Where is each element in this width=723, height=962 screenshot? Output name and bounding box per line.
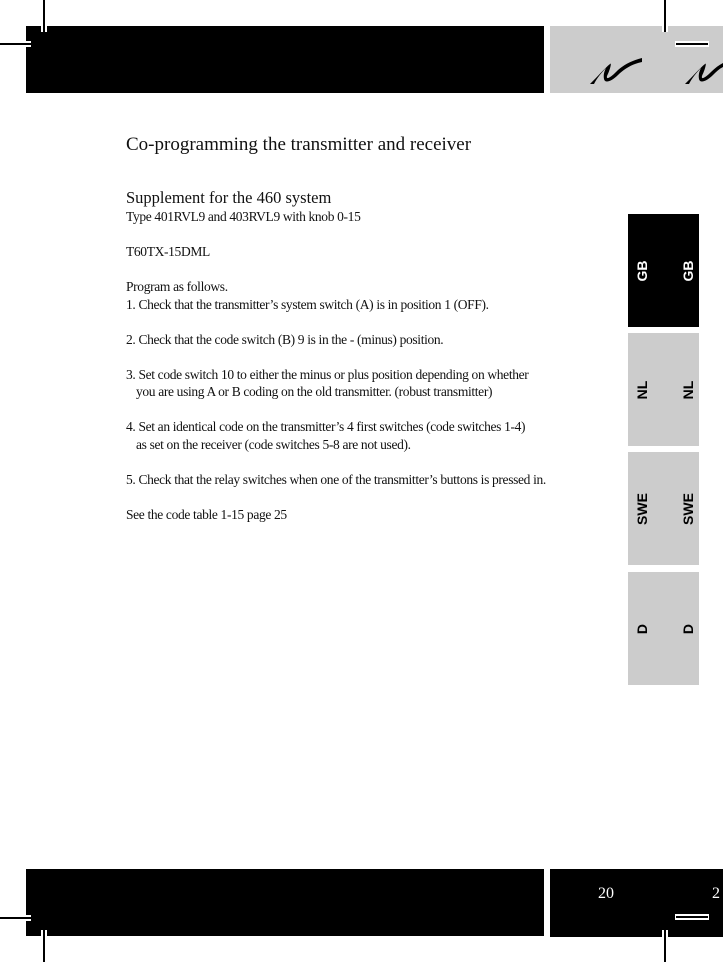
crop-mark: [43, 930, 45, 962]
step-4-continuation: as set on the receiver (code switches 5-8 are not used).: [136, 436, 411, 452]
language-tab-d[interactable]: [628, 572, 699, 685]
crop-mark: [664, 930, 666, 962]
document-body: [126, 134, 606, 523]
page-number-partial: 2: [712, 885, 720, 902]
tab-label: NL: [680, 380, 696, 399]
language-tab-gb[interactable]: [628, 214, 699, 327]
crop-mark: [26, 43, 31, 45]
step-2: 2. Check that the code switch (B) 9 is in the - (minus) position.: [126, 331, 444, 347]
tab-label: NL: [634, 380, 650, 399]
page-title: Co-programming the transmitter and receiver: [126, 134, 472, 155]
step-1: 1. Check that the transmitter’s system switch (A) is in position 1 (OFF).: [126, 296, 489, 312]
crop-mark: [43, 0, 45, 28]
step-3: 3. Set code switch 10 to either the minus or plus position depending on whether: [126, 366, 529, 382]
see-also-reference: See the code table 1-15 page 25: [126, 506, 287, 522]
crop-mark: [43, 26, 45, 32]
tab-label: GB: [680, 260, 696, 281]
type-line: Type 401RVL9 and 403RVL9 with knob 0-15: [126, 209, 361, 224]
section-subtitle: Supplement for the 460 system: [126, 188, 332, 207]
header-black-bar: [26, 26, 544, 93]
step-4: 4. Set an identical code on the transmitter’s 4 first switches (code switches 1-4): [126, 419, 526, 434]
crop-mark: [676, 916, 708, 918]
page-number: 20: [598, 885, 614, 902]
signature-logo-icon: [550, 26, 723, 93]
step-3-continuation: you are using A or B coding on the old transmitter. (robust transmitter): [136, 384, 493, 399]
step-5: 5. Check that the relay switches when one of the transmitter’s buttons is pressed in.: [126, 471, 546, 487]
language-tab-swe[interactable]: [628, 452, 699, 565]
header-logo-block: [550, 26, 723, 93]
tab-label: GB: [634, 260, 650, 281]
footer-page-block: [550, 869, 723, 937]
crop-mark: [0, 43, 28, 45]
tab-label: D: [634, 623, 650, 634]
tab-label: SWE: [680, 492, 696, 525]
crop-mark: [676, 43, 708, 45]
crop-mark: [26, 917, 31, 919]
footer-black-bar: [26, 869, 544, 936]
tab-label: SWE: [634, 492, 650, 525]
crop-mark: [0, 917, 28, 919]
language-tab-nl[interactable]: [628, 333, 699, 446]
model-line: T60TX-15DML: [126, 244, 210, 259]
tab-label: D: [680, 623, 696, 634]
crop-mark: [664, 26, 666, 32]
intro-line: Program as follows.: [126, 279, 228, 294]
crop-mark: [664, 0, 666, 28]
